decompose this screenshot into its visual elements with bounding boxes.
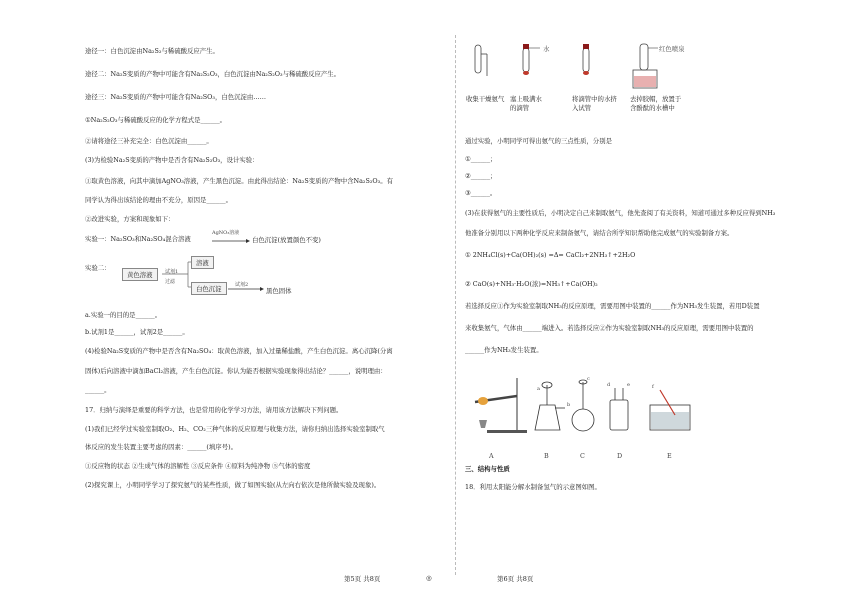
apparatus-label: B (544, 452, 549, 460)
exp1-arrow-label: AgNO₃溶液 (212, 230, 240, 236)
reagent2-label: 试剂2 (235, 282, 249, 288)
flow-final: 黑色固体 (266, 287, 292, 295)
question-17: 17．归纳与演绎是重要的科学方法，也是常用的化学学习方法，请用该方法解决下列问题。 (85, 406, 343, 414)
step-4: 去掉胶帽，放置于含酚酞的水槽中 (630, 95, 682, 112)
text-line: (2)探究课上，小明同学学习了探究氨气的某些性质，做了如图实验(从左向右依次是他所做实验及现象)。 (85, 481, 381, 489)
text-line: ②______； (465, 172, 497, 180)
text-line: 固体)后向溶液中滴加BaCl₂溶液，产生白色沉淀。你认为能否根据实验现象得出结论？______，说明理由： (85, 367, 387, 375)
text-line: 途径二：Na₂S变质的产物中可能含有Na₂S₂O₃，白色沉淀由Na₂S₂O₃与稀硫酸反应产生。 (85, 70, 341, 78)
text-line: 来收集氨气，气体由______端进入。若选择反应②作为实验室制取NH₃的反应原理，需要用图中装置的 (465, 324, 754, 332)
apparatus-figure (465, 370, 725, 450)
apparatus-label: A (489, 452, 494, 460)
text-line: 同学认为得出该结论的理由不充分，原因是______。 (85, 196, 232, 204)
text-line: ②请将途径三补充完全：白色沉淀由______。 (85, 137, 213, 145)
text-line: ①Na₂S₂O₃与稀硫酸反应的化学方程式是______。 (85, 116, 227, 124)
page-number-right: 第6页 共8页 (497, 575, 534, 583)
apparatus-label: E (667, 452, 672, 460)
fountain-label: 红色喷泉 (659, 45, 685, 53)
exp1-result: 白色沉淀(放置颜色不变) (252, 236, 321, 244)
apparatus-label: D (617, 452, 623, 460)
text-line: ①______； (465, 155, 497, 163)
port-label: c (587, 376, 590, 382)
flow-lines (160, 256, 270, 296)
text-line: ______。 (85, 386, 111, 394)
flow-precipitate-box: 白色沉淀 (191, 282, 227, 295)
reaction-2: ② CaO(s)+NH₃·H₂O(浓)=NH₃↑+Ca(OH)₂ (465, 280, 598, 288)
text-line: 他准备分别用以下两种化学反应来制备氨气，请结合所学知识帮助他完成氨气的实验制备方案。 (465, 229, 734, 237)
column-divider (455, 35, 456, 575)
water-label: 水 (543, 45, 550, 53)
text-line: 途径三：Na₂S变质的产物中可能含有Na₂SO₃，白色沉淀由…… (85, 93, 267, 101)
page-number-left: 第5页 共8页 (344, 575, 381, 583)
port-label: d (607, 382, 611, 388)
text-line: (3)为检验Na₂S变质的产物中是否含有Na₂S₂O₃，设计实验： (85, 156, 259, 164)
text-line: b.试剂1是______，试剂2是______。 (85, 328, 189, 336)
text-line: a.实验一的目的是______。 (85, 311, 162, 319)
reaction-1: ① 2NH₄Cl(s)+Ca(OH)₂(s) =Δ= CaCl₂+2NH₃↑+2H₂O (465, 251, 636, 259)
step-3: 将滴管中的水挤入试管 (572, 95, 617, 112)
port-label: f (652, 384, 654, 390)
text-line: 途径一：白色沉淀由Na₂S₂与稀硫酸反应产生。 (85, 47, 219, 55)
text-line: ①取黄色溶液，向其中滴加AgNO₃溶液，产生黑色沉淀。由此得出结论：Na₂S变质的产物中含Na₂S₂O₃。有 (85, 177, 393, 185)
options-line: ①反应物的状态 ②生成气体的溶解性 ③反应条件 ④原料为纯净物 ⑤气体的密度 (85, 462, 311, 470)
text-line: ______作为NH₃发生装置。 (465, 346, 543, 354)
port-label: a (537, 386, 540, 392)
filter-label: 过滤 (165, 279, 176, 285)
experiment-one: 实验一：Na₂SO₃和Na₂SO₄混合溶液 (85, 235, 191, 243)
port-label: b (567, 402, 571, 408)
question-18: 18．利用太阳能分解水制备氢气的示意图如图。 (465, 483, 601, 491)
text-line: (3)在获得氨气的主要性质后，小明决定自己来制取氨气，他先查阅了有关资料，知道可通过多种反应得到NH₃ (465, 209, 776, 217)
apparatus-label: C (580, 452, 585, 460)
text-line: ③______。 (465, 189, 497, 197)
experiment-two: 实验二： (85, 264, 111, 272)
text-line: 体反应的发生装置主要考虑的因素：______(填序号)。 (85, 443, 237, 451)
text-line: (1)我们已经学过实验室制取O₂、H₂、CO₂三种气体的反应原理与收集方法，请你归纳出选择实验室制取气 (85, 425, 385, 433)
section-title: 三、结构与性质 (465, 465, 510, 473)
center-mark: ◎ (426, 574, 432, 582)
step-2: 塞上吸满水的滴管 (510, 95, 542, 112)
text-line: (4)检验Na₂S变质的产物中是否含有Na₂SO₄：取黄色溶液，加入过量稀盐酸，产生白色沉淀。离心沉降(分离 (85, 347, 393, 355)
flow-start-box: 黄色溶液 (122, 268, 158, 281)
text-line: ②改进实验，方案和现象如下： (85, 215, 175, 223)
reagent1-label: 试剂1 (165, 269, 179, 275)
flow-filtrate-box: 溶液 (191, 256, 214, 269)
ammonia-experiment-figure (465, 40, 690, 95)
text-line: 通过实验，小明同学可得出氨气的三点性质，分别是 (465, 137, 612, 145)
port-label: e (627, 382, 630, 388)
step-1: 收集干燥氨气 (466, 95, 505, 103)
text-line: 若选择反应①作为实验室制取NH₃的反应原理，需要用图中装置的______作为NH₃发生装置，若用D装置 (465, 302, 760, 310)
